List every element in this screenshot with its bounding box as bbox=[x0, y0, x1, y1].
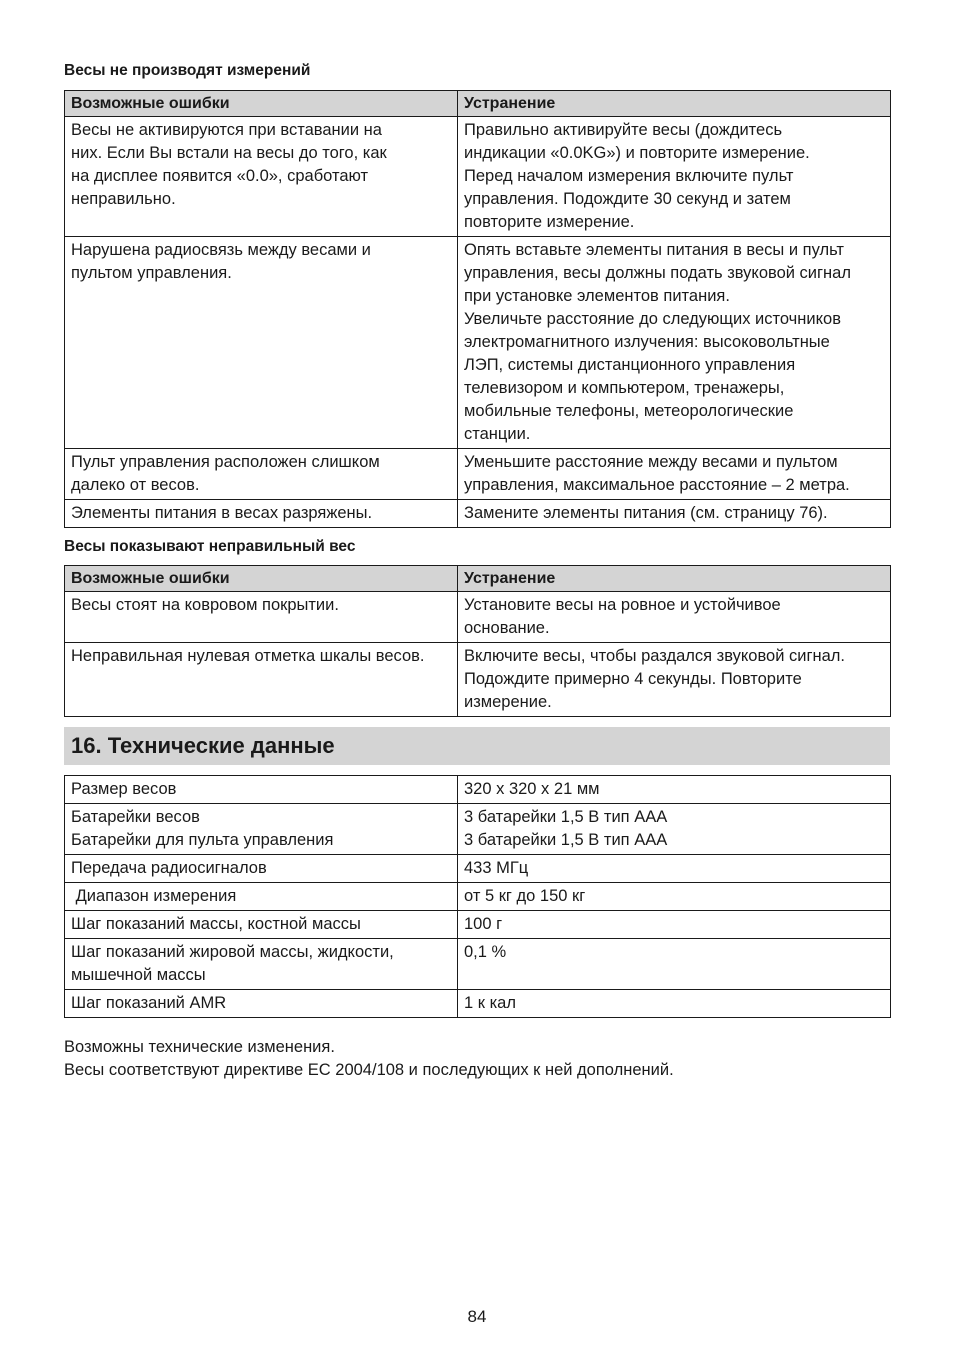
cell-text-line: Правильно активируйте весы (дождитесь bbox=[464, 121, 783, 139]
cell-text-line: электромагнитного излучения: высоковольтные bbox=[464, 333, 830, 351]
tech-data-table bbox=[64, 775, 891, 1018]
cell-problem bbox=[65, 449, 458, 500]
troubleshooting-table-wrong-weight bbox=[64, 565, 891, 717]
table-row bbox=[65, 855, 891, 883]
cell-text-line: 3 батарейки 1,5 В тип AAA bbox=[464, 831, 668, 849]
table-row bbox=[65, 804, 891, 855]
table-body bbox=[65, 117, 891, 528]
cell-text-line: Шаг показаний массы, костной массы bbox=[71, 915, 361, 933]
cell-text-line: управления, максимальное расстояние – 2 метра. bbox=[464, 476, 850, 494]
cell-text-line: Пульт управления расположен слишком bbox=[71, 453, 380, 471]
cell-text-line: 320 x 320 x 21 мм bbox=[464, 780, 600, 798]
section-title-no-measurement: Весы не производят измерений bbox=[64, 62, 311, 79]
cell-text-line: 1 к кал bbox=[464, 994, 516, 1012]
troubleshooting-table-no-measurement bbox=[64, 90, 891, 528]
cell-text-line: Элементы питания в весах разряжены. bbox=[71, 504, 373, 522]
cell-text-line: на дисплее появится «0.0», сработают bbox=[71, 167, 369, 185]
table-row bbox=[65, 776, 891, 804]
cell-text-line: 100 г bbox=[464, 915, 503, 933]
cell-text-line: Весы не активируются при вставании на bbox=[71, 121, 382, 139]
table-row bbox=[65, 117, 891, 237]
cell-text-line: Батарейки весов bbox=[71, 808, 200, 826]
column-header-problem: Возможные ошибки bbox=[65, 91, 458, 117]
cell-problem bbox=[65, 643, 458, 717]
cell-value bbox=[458, 939, 891, 990]
table-body bbox=[65, 592, 891, 717]
column-header-solution: Устранение bbox=[458, 91, 891, 117]
cell-text-line: Передача радиосигналов bbox=[71, 859, 267, 877]
cell-text-line: Шаг показаний жировой массы, жидкости, bbox=[71, 943, 394, 961]
table-row bbox=[65, 592, 891, 643]
cell-text-line: 0,1 % bbox=[464, 943, 507, 961]
cell-text-line: 3 батарейки 1,5 В тип AAA bbox=[464, 808, 668, 826]
table-header-row bbox=[65, 91, 891, 117]
cell-solution bbox=[458, 643, 891, 717]
cell-value bbox=[458, 883, 891, 911]
cell-text-line: них. Если Вы встали на весы до того, как bbox=[71, 144, 387, 162]
cell-text-line: Батарейки для пульта управления bbox=[71, 831, 334, 849]
cell-text-line: Уменьшите расстояние между весами и пультом bbox=[464, 453, 838, 471]
cell-text-line: Нарушена радиосвязь между весами и bbox=[71, 241, 371, 259]
cell-text-line: Размер весов bbox=[71, 780, 177, 798]
cell-solution bbox=[458, 592, 891, 643]
notes-block bbox=[64, 1036, 890, 1082]
column-header-solution: Устранение bbox=[458, 566, 891, 592]
cell-text-line: телевизором и компьютером, тренажеры, bbox=[464, 379, 785, 397]
cell-text-line: измерение. bbox=[464, 693, 552, 711]
cell-text-line: пультом управления. bbox=[71, 264, 232, 282]
cell-problem bbox=[65, 592, 458, 643]
cell-param bbox=[65, 776, 458, 804]
cell-text-line: Диапазон измерения bbox=[71, 887, 237, 905]
cell-text-line: основание. bbox=[464, 619, 550, 637]
cell-text-line: неправильно. bbox=[71, 190, 176, 208]
cell-value bbox=[458, 776, 891, 804]
cell-solution bbox=[458, 449, 891, 500]
cell-text-line: управления, весы должны подать звуковой сигнал bbox=[464, 264, 851, 282]
cell-text-line: Установите весы на ровное и устойчивое bbox=[464, 596, 781, 614]
table-row bbox=[65, 643, 891, 717]
cell-problem bbox=[65, 117, 458, 237]
cell-param bbox=[65, 939, 458, 990]
table-header-row bbox=[65, 566, 891, 592]
table-row bbox=[65, 911, 891, 939]
cell-text-line: Замените элементы питания (см. страницу 76). bbox=[464, 504, 828, 522]
note-line: Возможны технические изменения. bbox=[64, 1038, 335, 1056]
cell-text-line: управления. Подождите 30 секунд и затем bbox=[464, 190, 791, 208]
table-row bbox=[65, 449, 891, 500]
section-title-wrong-weight: Весы показывают неправильный вес bbox=[64, 538, 356, 555]
cell-text-line: при установке элементов питания. bbox=[464, 287, 730, 305]
page-number: 84 bbox=[467, 1307, 487, 1326]
cell-text-line: Неправильная нулевая отметка шкалы весов. bbox=[71, 647, 425, 665]
cell-text-line: Увеличьте расстояние до следующих источников bbox=[464, 310, 841, 328]
column-header-problem: Возможные ошибки bbox=[65, 566, 458, 592]
cell-text-line: далеко от весов. bbox=[71, 476, 200, 494]
cell-solution bbox=[458, 237, 891, 449]
cell-param bbox=[65, 855, 458, 883]
cell-problem bbox=[65, 500, 458, 528]
cell-text-line: Включите весы, чтобы раздался звуковой сигнал. bbox=[464, 647, 845, 665]
cell-value bbox=[458, 804, 891, 855]
tech-data-heading: 16. Технические данные bbox=[64, 727, 890, 765]
cell-value bbox=[458, 911, 891, 939]
cell-text-line: ЛЭП, системы дистанционного управления bbox=[464, 356, 796, 374]
cell-text-line: мобильные телефоны, метеорологические bbox=[464, 402, 794, 420]
cell-text-line: Опять вставьте элементы питания в весы и пульт bbox=[464, 241, 844, 259]
cell-text-line: индикации «0.0KG») и повторите измерение. bbox=[464, 144, 810, 162]
cell-solution bbox=[458, 117, 891, 237]
cell-text-line: повторите измерение. bbox=[464, 213, 635, 231]
table-row bbox=[65, 939, 891, 990]
cell-text-line: мышечной массы bbox=[71, 966, 206, 984]
cell-problem bbox=[65, 237, 458, 449]
cell-param bbox=[65, 990, 458, 1018]
cell-param bbox=[65, 883, 458, 911]
cell-text-line: 433 МГц bbox=[464, 859, 529, 877]
table-row bbox=[65, 990, 891, 1018]
table-row bbox=[65, 500, 891, 528]
cell-text-line: Перед началом измерения включите пульт bbox=[464, 167, 794, 185]
table-row bbox=[65, 237, 891, 449]
cell-text-line: от 5 кг до 150 кг bbox=[464, 887, 586, 905]
cell-text-line: станции. bbox=[464, 425, 531, 443]
cell-value bbox=[458, 855, 891, 883]
document-page bbox=[64, 60, 890, 1082]
note-line: Весы соответствуют директиве ЕС 2004/108 и последующих к ней дополнений. bbox=[64, 1061, 674, 1079]
cell-text-line: Весы стоят на ковровом покрытии. bbox=[71, 596, 339, 614]
cell-value bbox=[458, 990, 891, 1018]
cell-text-line: Подождите примерно 4 секунды. Повторите bbox=[464, 670, 802, 688]
cell-param bbox=[65, 911, 458, 939]
cell-param bbox=[65, 804, 458, 855]
table-row bbox=[65, 883, 891, 911]
table-body bbox=[65, 776, 891, 1018]
cell-text-line: Шаг показаний AMR bbox=[71, 994, 227, 1012]
cell-solution bbox=[458, 500, 891, 528]
